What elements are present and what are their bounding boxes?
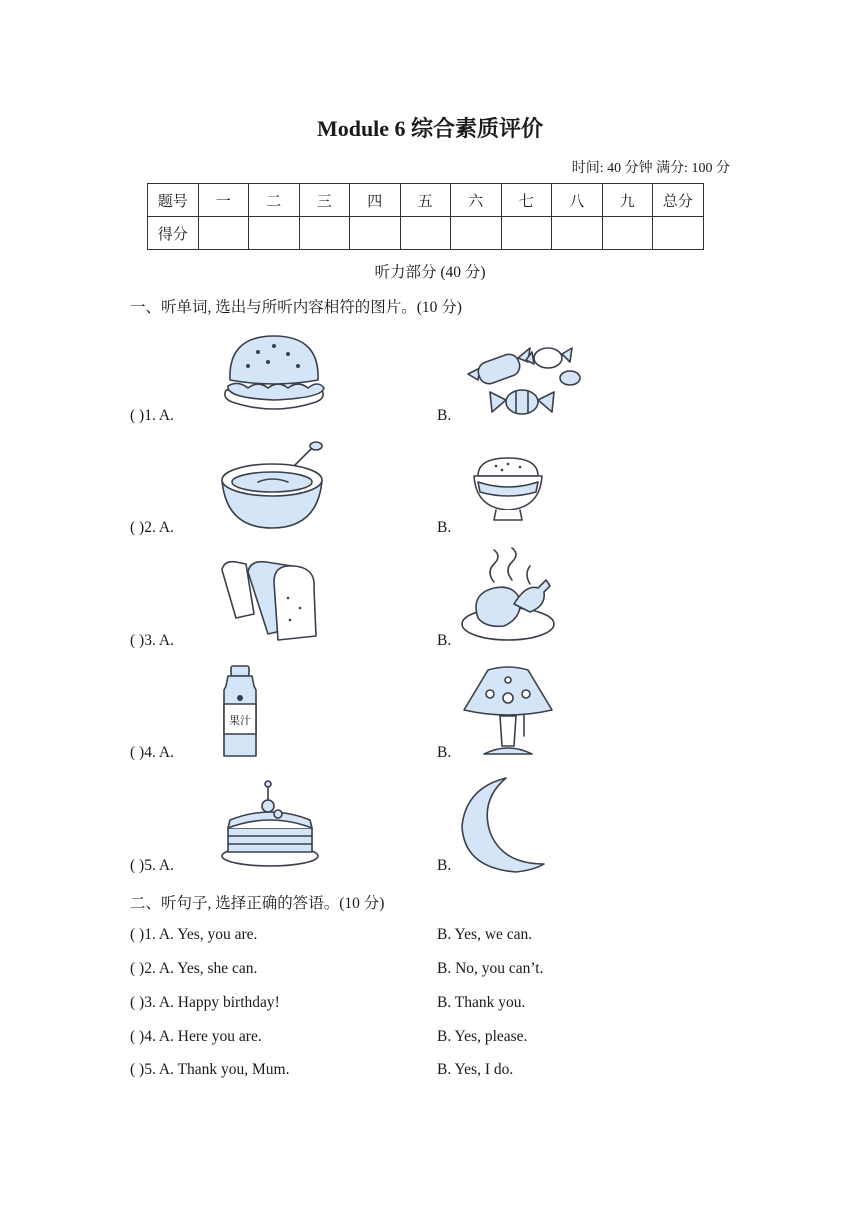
lamp-icon	[460, 664, 556, 760]
section2-heading: 二、听句子, 选择正确的答语。(10 分)	[130, 895, 385, 912]
score-header-cell: 八	[552, 184, 603, 217]
s2-q1-a: ( )1. A. Yes, you are.	[130, 926, 258, 943]
q3-b-label: B.	[437, 632, 452, 649]
s2-q1-b: B. Yes, we can.	[437, 926, 533, 943]
q4-b-label: B.	[437, 744, 452, 761]
s2-q2-a: ( )2. A. Yes, she can.	[130, 960, 258, 977]
cake-icon	[218, 780, 322, 872]
score-header-cell: 五	[400, 184, 451, 217]
score-cell[interactable]	[602, 217, 653, 250]
s2-q5-a: ( )5. A. Thank you, Mum.	[130, 1061, 290, 1078]
roast-chicken-icon	[460, 554, 560, 646]
score-header-cell: 四	[350, 184, 401, 217]
q3-label: ( )3. A.	[130, 632, 174, 649]
score-header-cell: 总分	[653, 184, 704, 217]
soup-bowl-icon	[218, 440, 330, 532]
score-cell[interactable]	[350, 217, 401, 250]
listening-part-heading: 听力部分 (40 分)	[374, 264, 486, 281]
score-header-cell: 九	[602, 184, 653, 217]
s2-q3-b: B. Thank you.	[437, 994, 526, 1011]
score-cell[interactable]	[249, 217, 300, 250]
score-row-label: 得分	[148, 217, 199, 250]
rice-bowl-icon	[468, 452, 548, 524]
q5-label: ( )5. A.	[130, 857, 174, 874]
score-header-cell: 二	[249, 184, 300, 217]
s2-q4-b: B. Yes, please.	[437, 1028, 528, 1045]
score-table-header-row	[148, 184, 704, 217]
hamburger-icon	[218, 332, 330, 416]
q1-b-label: B.	[437, 407, 452, 424]
s2-q4-a: ( )4. A. Here you are.	[130, 1028, 262, 1045]
page-title: Module 6 综合素质评价	[316, 116, 544, 141]
score-header-cell: 七	[501, 184, 552, 217]
q2-b-label: B.	[437, 519, 452, 536]
exam-meta: 时间: 40 分钟 满分: 100 分	[571, 161, 730, 176]
q1-label: ( )1. A.	[130, 407, 174, 424]
moon-icon	[458, 776, 548, 874]
score-header-cell: 三	[299, 184, 350, 217]
score-header-cell: 一	[198, 184, 249, 217]
score-header-cell: 六	[451, 184, 502, 217]
s2-q3-a: ( )3. A. Happy birthday!	[130, 994, 280, 1011]
s2-q5-b: B. Yes, I do.	[437, 1061, 514, 1078]
score-cell[interactable]	[299, 217, 350, 250]
score-header-cell: 题号	[148, 184, 199, 217]
score-cell[interactable]	[400, 217, 451, 250]
score-cell[interactable]	[198, 217, 249, 250]
juice-bottle-icon	[218, 664, 262, 760]
score-cell[interactable]	[552, 217, 603, 250]
score-table	[147, 183, 704, 250]
q2-label: ( )2. A.	[130, 519, 174, 536]
section1-heading: 一、听单词, 选出与所听内容相符的图片。(10 分)	[130, 299, 462, 316]
q5-b-label: B.	[437, 857, 452, 874]
score-cell[interactable]	[501, 217, 552, 250]
q4-label: ( )4. A.	[130, 744, 174, 761]
score-cell[interactable]	[451, 217, 502, 250]
score-cell[interactable]	[653, 217, 704, 250]
bread-icon	[218, 558, 330, 644]
score-table-score-row	[148, 217, 704, 250]
s2-q2-b: B. No, you can’t.	[437, 960, 544, 977]
juice-label: 果汁	[229, 714, 251, 727]
sweets-icon	[462, 328, 588, 420]
